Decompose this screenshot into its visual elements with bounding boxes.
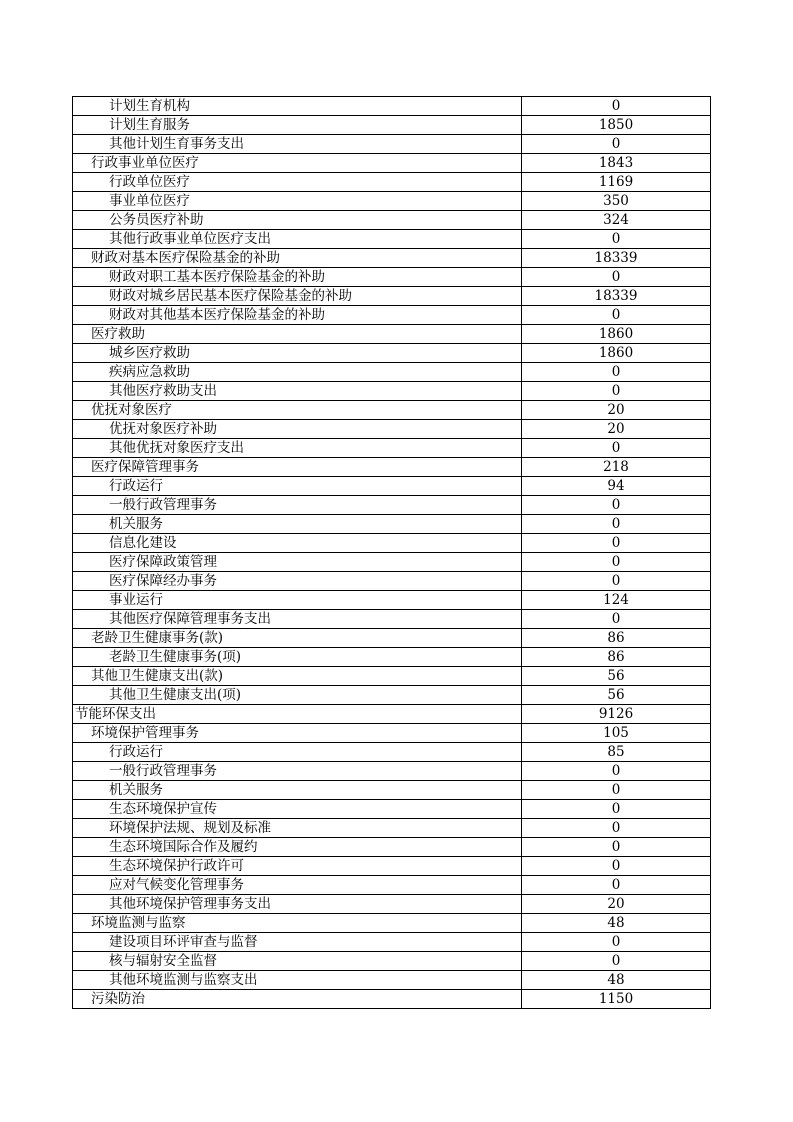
amount-cell: 20	[522, 895, 711, 914]
amount-cell: 1843	[522, 154, 711, 173]
table-row	[73, 211, 711, 230]
amount-cell: 0	[522, 230, 711, 249]
amount-cell: 0	[522, 933, 711, 952]
item-name-cell: 生态环境国际合作及履约	[73, 838, 522, 857]
table-row	[73, 876, 711, 895]
amount-cell: 18339	[522, 287, 711, 306]
table-row	[73, 363, 711, 382]
table-row	[73, 933, 711, 952]
item-name-cell: 生态环境保护宣传	[73, 800, 522, 819]
table-row	[73, 173, 711, 192]
amount-cell: 56	[522, 686, 711, 705]
table-row	[73, 116, 711, 135]
amount-cell: 0	[522, 876, 711, 895]
table-row	[73, 401, 711, 420]
table-row	[73, 154, 711, 173]
table-row	[73, 325, 711, 344]
amount-cell: 350	[522, 192, 711, 211]
table-row	[73, 781, 711, 800]
item-name-cell: 污染防治	[73, 990, 522, 1009]
amount-cell: 20	[522, 420, 711, 439]
budget-table	[72, 96, 711, 1009]
item-name-cell: 其他环境保护管理事务支出	[73, 895, 522, 914]
table-row	[73, 553, 711, 572]
table-row	[73, 819, 711, 838]
table-row	[73, 306, 711, 325]
item-name-cell: 老龄卫生健康事务(款)	[73, 629, 522, 648]
item-name-cell: 一般行政管理事务	[73, 496, 522, 515]
item-name-cell: 其他优抚对象医疗支出	[73, 439, 522, 458]
amount-cell: 1850	[522, 116, 711, 135]
amount-cell: 0	[522, 762, 711, 781]
table-row	[73, 477, 711, 496]
item-name-cell: 其他医疗救助支出	[73, 382, 522, 401]
item-name-cell: 疾病应急救助	[73, 363, 522, 382]
table-row	[73, 629, 711, 648]
item-name-cell: 优抚对象医疗补助	[73, 420, 522, 439]
table-row	[73, 439, 711, 458]
item-name-cell: 应对气候变化管理事务	[73, 876, 522, 895]
item-name-cell: 一般行政管理事务	[73, 762, 522, 781]
amount-cell: 324	[522, 211, 711, 230]
item-name-cell: 行政事业单位医疗	[73, 154, 522, 173]
table-row	[73, 857, 711, 876]
amount-cell: 0	[522, 610, 711, 629]
amount-cell: 0	[522, 952, 711, 971]
item-name-cell: 行政运行	[73, 743, 522, 762]
amount-cell: 0	[522, 800, 711, 819]
table-row	[73, 515, 711, 534]
item-name-cell: 行政单位医疗	[73, 173, 522, 192]
item-name-cell: 环境保护法规、规划及标准	[73, 819, 522, 838]
amount-cell: 0	[522, 306, 711, 325]
amount-cell: 94	[522, 477, 711, 496]
table-row	[73, 97, 711, 116]
table-row	[73, 534, 711, 553]
item-name-cell: 事业单位医疗	[73, 192, 522, 211]
item-name-cell: 医疗救助	[73, 325, 522, 344]
item-name-cell: 医疗保障政策管理	[73, 553, 522, 572]
table-body	[73, 97, 711, 1009]
amount-cell: 0	[522, 781, 711, 800]
amount-cell: 0	[522, 439, 711, 458]
item-name-cell: 行政运行	[73, 477, 522, 496]
item-name-cell: 环境保护管理事务	[73, 724, 522, 743]
amount-cell: 0	[522, 534, 711, 553]
item-name-cell: 其他计划生育事务支出	[73, 135, 522, 154]
table-row	[73, 971, 711, 990]
table-row	[73, 458, 711, 477]
amount-cell: 0	[522, 382, 711, 401]
amount-cell: 1860	[522, 325, 711, 344]
table-row	[73, 686, 711, 705]
amount-cell: 124	[522, 591, 711, 610]
table-row	[73, 743, 711, 762]
amount-cell: 9126	[522, 705, 711, 724]
table-row	[73, 648, 711, 667]
table-row	[73, 610, 711, 629]
amount-cell: 0	[522, 553, 711, 572]
table-row	[73, 705, 711, 724]
item-name-cell: 机关服务	[73, 515, 522, 534]
item-name-cell: 建设项目环评审查与监督	[73, 933, 522, 952]
table-row	[73, 496, 711, 515]
item-name-cell: 计划生育服务	[73, 116, 522, 135]
table-row	[73, 667, 711, 686]
table-row	[73, 914, 711, 933]
amount-cell: 0	[522, 135, 711, 154]
amount-cell: 1150	[522, 990, 711, 1009]
table-row	[73, 572, 711, 591]
amount-cell: 0	[522, 363, 711, 382]
table-row	[73, 249, 711, 268]
table-row	[73, 800, 711, 819]
amount-cell: 86	[522, 648, 711, 667]
table-row	[73, 762, 711, 781]
table-row	[73, 287, 711, 306]
item-name-cell: 核与辐射安全监督	[73, 952, 522, 971]
amount-cell: 1169	[522, 173, 711, 192]
item-name-cell: 生态环境保护行政许可	[73, 857, 522, 876]
item-name-cell: 财政对城乡居民基本医疗保险基金的补助	[73, 287, 522, 306]
item-name-cell: 老龄卫生健康事务(项)	[73, 648, 522, 667]
table-row	[73, 230, 711, 249]
item-name-cell: 节能环保支出	[73, 705, 522, 724]
item-name-cell: 财政对基本医疗保险基金的补助	[73, 249, 522, 268]
table-row	[73, 952, 711, 971]
amount-cell: 0	[522, 819, 711, 838]
item-name-cell: 财政对职工基本医疗保险基金的补助	[73, 268, 522, 287]
amount-cell: 56	[522, 667, 711, 686]
item-name-cell: 其他行政事业单位医疗支出	[73, 230, 522, 249]
item-name-cell: 其他环境监测与监察支出	[73, 971, 522, 990]
amount-cell: 0	[522, 97, 711, 116]
amount-cell: 18339	[522, 249, 711, 268]
item-name-cell: 环境监测与监察	[73, 914, 522, 933]
item-name-cell: 公务员医疗补助	[73, 211, 522, 230]
amount-cell: 105	[522, 724, 711, 743]
table-row	[73, 990, 711, 1009]
item-name-cell: 计划生育机构	[73, 97, 522, 116]
amount-cell: 48	[522, 914, 711, 933]
item-name-cell: 医疗保障经办事务	[73, 572, 522, 591]
item-name-cell: 其他卫生健康支出(项)	[73, 686, 522, 705]
table-row	[73, 724, 711, 743]
table-row	[73, 192, 711, 211]
amount-cell: 86	[522, 629, 711, 648]
amount-cell: 48	[522, 971, 711, 990]
amount-cell: 0	[522, 857, 711, 876]
amount-cell: 0	[522, 268, 711, 287]
item-name-cell: 财政对其他基本医疗保险基金的补助	[73, 306, 522, 325]
amount-cell: 0	[522, 572, 711, 591]
table-row	[73, 135, 711, 154]
amount-cell: 0	[522, 515, 711, 534]
amount-cell: 218	[522, 458, 711, 477]
amount-cell: 1860	[522, 344, 711, 363]
item-name-cell: 医疗保障管理事务	[73, 458, 522, 477]
table-row	[73, 591, 711, 610]
item-name-cell: 城乡医疗救助	[73, 344, 522, 363]
item-name-cell: 优抚对象医疗	[73, 401, 522, 420]
table-row	[73, 382, 711, 401]
amount-cell: 85	[522, 743, 711, 762]
table-row	[73, 838, 711, 857]
table-row	[73, 895, 711, 914]
item-name-cell: 其他医疗保障管理事务支出	[73, 610, 522, 629]
table-row	[73, 268, 711, 287]
amount-cell: 0	[522, 838, 711, 857]
item-name-cell: 事业运行	[73, 591, 522, 610]
item-name-cell: 信息化建设	[73, 534, 522, 553]
table-row	[73, 344, 711, 363]
item-name-cell: 机关服务	[73, 781, 522, 800]
amount-cell: 0	[522, 496, 711, 515]
item-name-cell: 其他卫生健康支出(款)	[73, 667, 522, 686]
table-row	[73, 420, 711, 439]
amount-cell: 20	[522, 401, 711, 420]
